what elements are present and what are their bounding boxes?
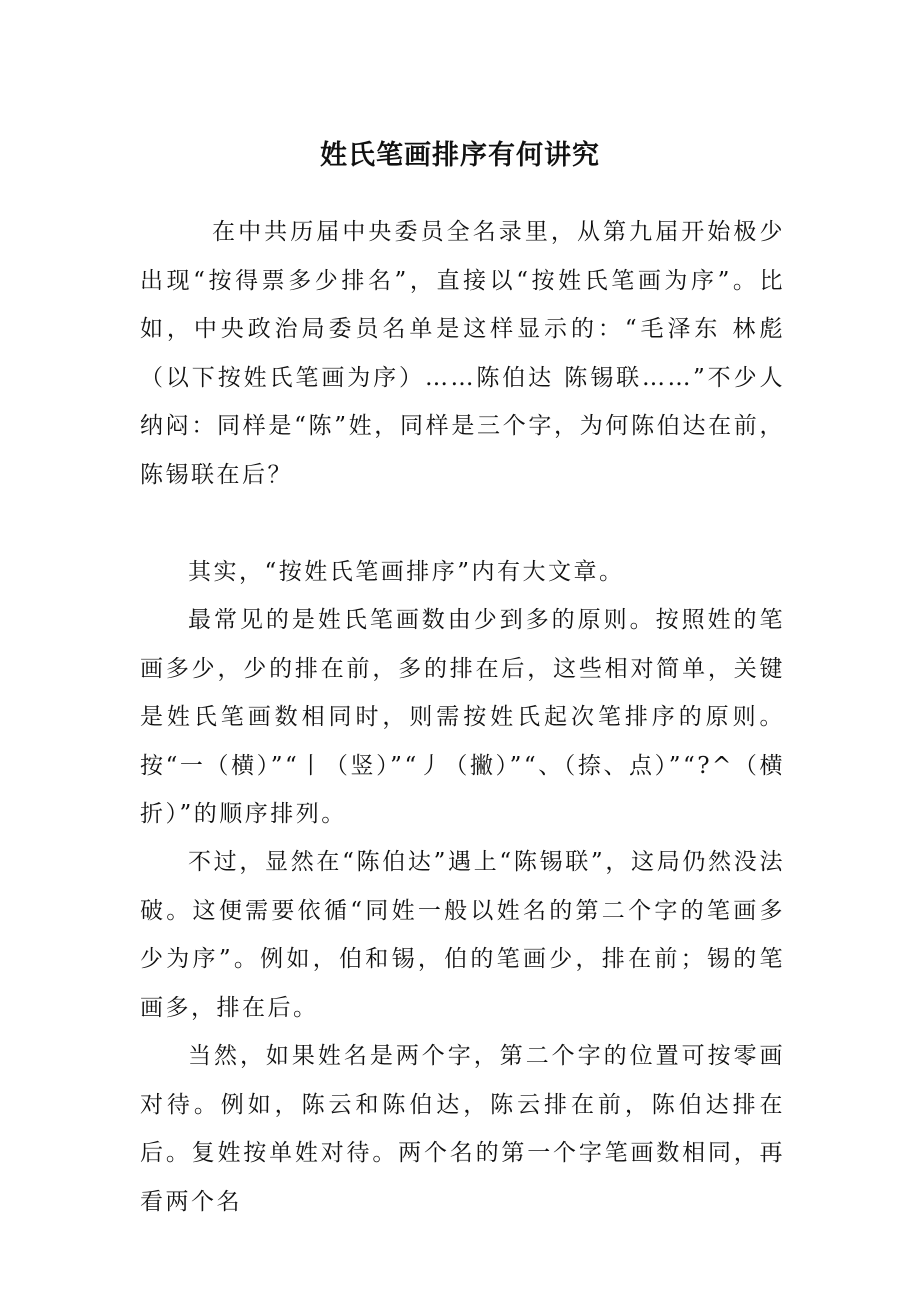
paragraph-3: 最常见的是姓氏笔画数由少到多的原则。按照姓的笔画多少，少的排在前，多的排在后，这些相对简单，关键是姓氏笔画数相同时，则需按姓氏起次笔排序的原则。按“一（横）”“丨（竖）”“丿（撇）”“、（捺、点）”“?^（横折）”的顺序排列。 xyxy=(140,607,785,827)
paragraph-5: 当然，如果姓名是两个字，第二个字的位置可按零画对待。例如，陈云和陈伯达，陈云排在前，陈伯达排在后。复姓按单姓对待。两个名的第一个字笔画数相同，再看两个名 xyxy=(140,1043,785,1215)
paragraph-4: 不过，显然在“陈伯达”遇上“陈锡联”，这局仍然没法破。这便需要依循“同姓一般以姓名的第二个字的笔画多少为序”。例如，伯和锡，伯的笔画少，排在前；锡的笔画多，排在后。 xyxy=(140,849,785,1021)
paragraph-intro: 在中共历届中央委员全名录里，从第九届开始极少出现“按得票多少排名”，直接以“按姓氏笔画为序”。比如，中央政治局委员名单是这样显示的：“毛泽东 林彪 （以下按姓氏笔画为序）……陈伯达 陈锡联……”不少人纳闷：同样是“陈”姓，同样是三个字，为何陈伯达在前，陈锡联在后？ xyxy=(140,219,785,488)
document-title: 姓氏笔画排序有何讲究 xyxy=(320,140,600,172)
paragraph-2: 其实，“按姓氏笔画排序”内有大文章。 xyxy=(188,559,625,585)
